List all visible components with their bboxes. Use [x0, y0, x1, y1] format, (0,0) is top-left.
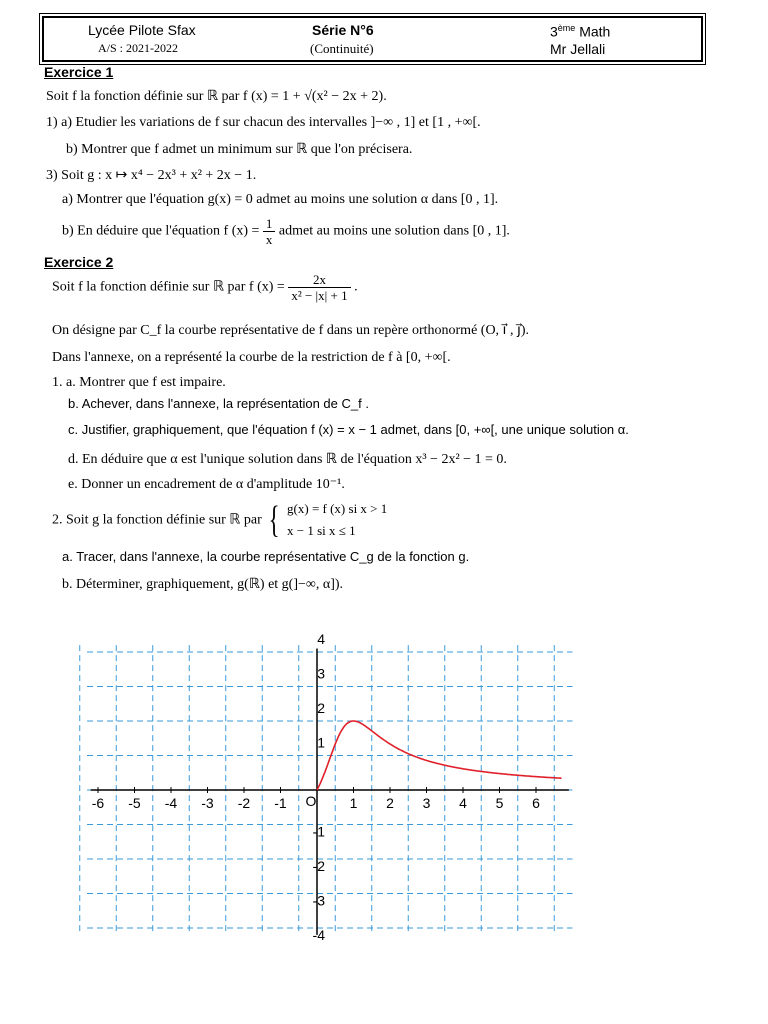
- series-topic: (Continuité): [310, 41, 374, 56]
- ex2-q1c: c. Justifier, graphiquement, que l'équation f (x) = x − 1 admet, dans [0, +∞[, une unique solution α.: [68, 422, 629, 437]
- y-tick-label: 1: [317, 734, 325, 751]
- y-tick-label: -3: [312, 892, 325, 909]
- y-tick-label: -1: [312, 823, 325, 840]
- ex2-q1a: 1. a. Montrer que f est impaire.: [52, 375, 226, 390]
- x-tick-label: -3: [201, 795, 214, 811]
- y-tick-label: -4: [312, 927, 325, 943]
- y-tick-label: 2: [317, 700, 325, 716]
- ex1-q1a: 1) a) Etudier les variations de f sur chacun des intervalles ]−∞ , 1] et [1 , +∞[.: [46, 115, 481, 130]
- x-tick-label: -4: [164, 795, 178, 811]
- y-tick-label: -2: [312, 858, 325, 874]
- level-number: 3: [550, 23, 558, 40]
- x-tick-label: 2: [386, 795, 394, 811]
- x-tick-label: 1: [349, 795, 358, 811]
- x-tick-label: 6: [532, 795, 540, 811]
- ex2-annexe: Dans l'annexe, on a représenté la courbe de la restriction de f à [0, +∞[.: [52, 350, 451, 365]
- ex2-q2b: b. Déterminer, graphiquement, g(ℝ) et g(]−∞, α]).: [62, 577, 344, 592]
- school-year: A/S : 2021-2022: [98, 41, 179, 55]
- axes: [91, 649, 569, 935]
- y-tick-label: 3: [317, 665, 325, 682]
- fraction-numerator: 2x: [288, 272, 350, 288]
- ex1-q3b-pre: b) En déduire que l'équation f (x) =: [62, 223, 260, 239]
- x-tick-label: 5: [495, 795, 504, 811]
- ex2-q1d: d. En déduire que α est l'unique solution dans ℝ de l'équation x³ − 2x² − 1 = 0.: [68, 452, 507, 467]
- ex1-q3a: a) Montrer que l'équation g(x) = 0 admet au moins une solution α dans [0 , 1].: [62, 192, 499, 207]
- ex2-q2-pre: 2. Soit g la fonction définie sur ℝ par: [52, 512, 262, 528]
- ex2-intro-post: .: [354, 279, 358, 295]
- ex1-q1b: b) Montrer que f admet un minimum sur ℝ que l'on précisera.: [66, 142, 413, 157]
- x-tick-label: -6: [91, 795, 105, 811]
- ex2-q1e: e. Donner un encadrement de α d'amplitude 10⁻¹.: [68, 477, 345, 492]
- ex1-q3: 3) Soit g : x ↦ x⁴ − 2x³ + x² + 2x − 1.: [46, 168, 257, 183]
- fraction-numerator: 1: [263, 216, 276, 232]
- x-tick-label: -1: [274, 795, 287, 811]
- x-tick-label: -5: [128, 795, 141, 811]
- ex2-q1b: b. Achever, dans l'annexe, la représentation de C_f .: [68, 396, 369, 411]
- ex2-q2a: a. Tracer, dans l'annexe, la courbe représentative C_g de la fonction g.: [62, 549, 470, 564]
- case-1: g(x) = f (x) si x > 1: [287, 501, 388, 516]
- y-tick-label: 4: [317, 631, 325, 647]
- x-tick-label: -2: [237, 795, 251, 811]
- series-title: Série N°6: [312, 22, 374, 38]
- fraction-denominator: x: [265, 232, 273, 247]
- ex2-title: Exercice 2: [44, 254, 114, 270]
- case-2: x − 1 si x ≤ 1: [287, 523, 356, 538]
- teacher-name: Mr Jellali: [550, 41, 606, 57]
- cases-brace: {: [268, 499, 280, 541]
- ex1-q3b-post: admet au moins une solution dans [0 , 1].: [278, 223, 510, 239]
- ex2-intro-pre: Soit f la fonction définie sur ℝ par f (x) =: [52, 279, 285, 295]
- fraction-denominator: x² − |x| + 1: [291, 288, 348, 303]
- school-name: Lycée Pilote Sfax: [88, 22, 196, 38]
- level-sup: ème: [557, 23, 576, 33]
- x-tick-label: 3: [422, 795, 431, 811]
- ex1-title: Exercice 1: [44, 64, 114, 80]
- ex1-intro: Soit f la fonction définie sur ℝ par f (x) = 1 + √(x² − 2x + 2).: [46, 89, 387, 104]
- origin-label: O: [305, 793, 317, 809]
- x-tick-label: 4: [459, 795, 467, 811]
- tick-labels: [92, 631, 540, 943]
- level-text: Math: [579, 23, 611, 40]
- ex2-designe: On désigne par C_f la courbe représentative de f dans un repère orthonormé (O, i⃗ , j⃗).: [52, 323, 529, 338]
